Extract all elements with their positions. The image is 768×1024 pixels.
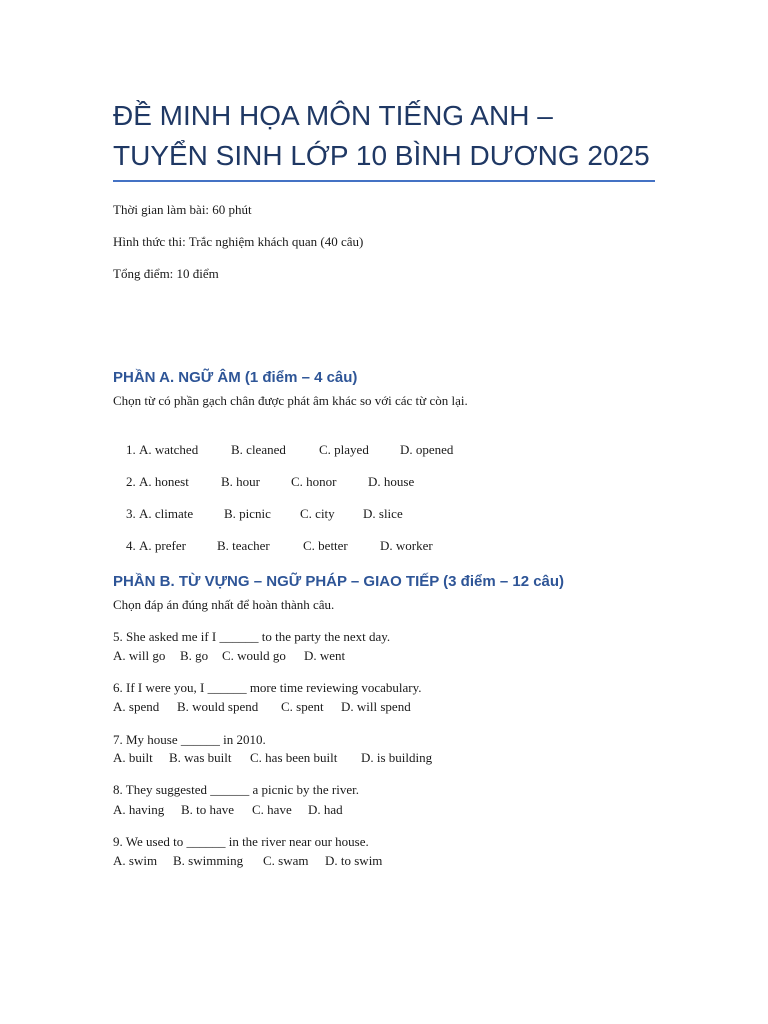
question-number: 4. bbox=[126, 538, 136, 553]
exam-duration: Thời gian làm bài: 60 phút bbox=[113, 202, 252, 217]
question-9-options bbox=[113, 853, 382, 869]
question-6-options bbox=[113, 699, 411, 715]
option-c: C. city bbox=[300, 506, 335, 521]
section-b-instruction: Chọn đáp án đúng nhất để hoàn thành câu. bbox=[113, 597, 335, 612]
option-b: B. cleaned bbox=[231, 442, 286, 457]
option-b: B. was built bbox=[169, 750, 232, 765]
option-b: B. to have bbox=[181, 802, 235, 817]
option-b: B. hour bbox=[221, 474, 260, 489]
option-d: D. opened bbox=[400, 442, 454, 457]
option-c: C. played bbox=[319, 442, 369, 457]
option-c: C. would go bbox=[222, 648, 286, 663]
option-d: D. worker bbox=[380, 538, 433, 553]
option-c: C. have bbox=[252, 802, 292, 817]
question-8-stem: 8. They suggested ______ a picnic by the river. bbox=[113, 782, 359, 797]
option-a: A. spend bbox=[113, 699, 160, 714]
question-number: 1. bbox=[126, 442, 136, 457]
option-a: A. built bbox=[113, 750, 153, 765]
question-9-stem: 9. We used to ______ in the river near our house. bbox=[113, 834, 369, 849]
section-a-heading: PHẦN A. NGỮ ÂM (1 điểm – 4 câu) bbox=[113, 369, 358, 386]
option-d: D. had bbox=[308, 802, 343, 817]
option-d: D. is building bbox=[361, 750, 433, 765]
section-b-heading: PHẦN B. TỪ VỰNG – NGỮ PHÁP – GIAO TIẾP (3 điểm – 12 câu) bbox=[113, 573, 565, 590]
option-d: D. slice bbox=[363, 506, 403, 521]
title-line-1: ĐỀ MINH HỌA MÔN TIẾNG ANH – bbox=[113, 100, 553, 131]
option-a: A. prefer bbox=[139, 538, 186, 553]
option-c: C. better bbox=[303, 538, 348, 553]
option-c: C. has been built bbox=[250, 750, 338, 765]
question-6-stem: 6. If I were you, I ______ more time reviewing vocabulary. bbox=[113, 680, 422, 695]
option-b: B. go bbox=[180, 648, 209, 663]
option-a: A. watched bbox=[139, 442, 199, 457]
option-b: B. picnic bbox=[224, 506, 271, 521]
question-5-stem: 5. She asked me if I ______ to the party the next day. bbox=[113, 629, 391, 644]
option-c: C. spent bbox=[281, 699, 324, 714]
question-7-stem: 7. My house ______ in 2010. bbox=[113, 732, 266, 747]
exam-total-score: Tổng điểm: 10 điểm bbox=[113, 266, 219, 281]
document-title bbox=[113, 96, 658, 176]
question-5-options bbox=[113, 648, 345, 664]
option-d: D. will spend bbox=[341, 699, 411, 714]
question-7-options bbox=[113, 750, 432, 766]
option-a: A. having bbox=[113, 802, 165, 817]
option-b: B. would spend bbox=[177, 699, 259, 714]
question-number: 3. bbox=[126, 506, 136, 521]
title-line-2: TUYỂN SINH LỚP 10 BÌNH DƯƠNG 2025 bbox=[113, 140, 650, 171]
option-b: B. swimming bbox=[173, 853, 244, 868]
question-8-options bbox=[113, 802, 343, 818]
option-a: A. climate bbox=[139, 506, 194, 521]
option-a: A. honest bbox=[139, 474, 189, 489]
option-d: D. house bbox=[368, 474, 415, 489]
option-a: A. will go bbox=[113, 648, 166, 663]
option-d: D. went bbox=[304, 648, 346, 663]
option-a: A. swim bbox=[113, 853, 158, 868]
option-c: C. swam bbox=[263, 853, 309, 868]
option-d: D. to swim bbox=[325, 853, 383, 868]
question-4 bbox=[113, 522, 433, 570]
question-number: 2. bbox=[126, 474, 136, 489]
section-a-instruction: Chọn từ có phần gạch chân được phát âm khác so với các từ còn lại. bbox=[113, 393, 468, 408]
option-b: B. teacher bbox=[217, 538, 270, 553]
title-underline bbox=[113, 180, 655, 182]
exam-format: Hình thức thi: Trắc nghiệm khách quan (40 câu) bbox=[113, 234, 364, 249]
option-c: C. honor bbox=[291, 474, 337, 489]
